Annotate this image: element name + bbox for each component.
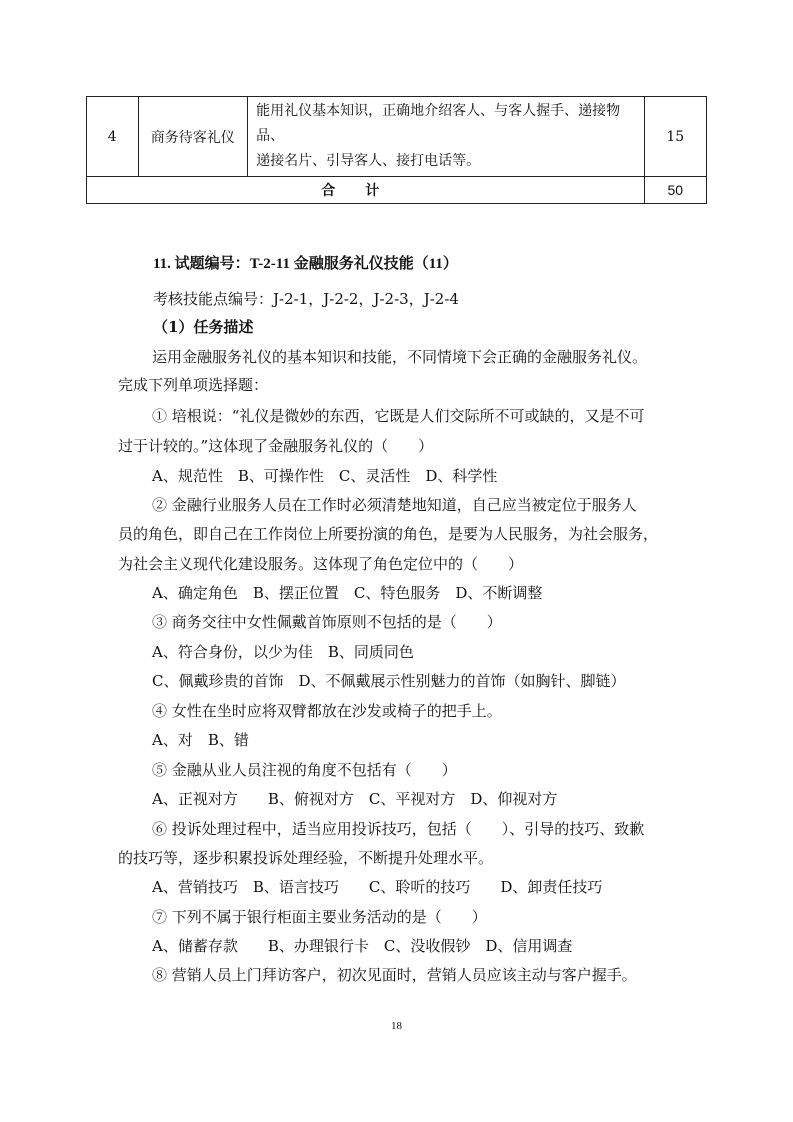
question-2: 为社会主义现代化建设服务。这体现了角色定位中的（ ） (118, 555, 524, 573)
question-6-options: A、营销技巧 B、语言技巧 C、聆听的技巧 D、卸责任技巧 (152, 878, 603, 896)
total-value: 50 (644, 177, 706, 204)
question-6: ⑥ 投诉处理过程中，适当应用投诉技巧，包括（ ）、引导的技巧、致歉 (152, 820, 645, 838)
row-score: 15 (644, 97, 706, 177)
description-line: 能用礼仪基本知识，正确地介绍客人、与客人握手、递接物品、 (256, 103, 621, 144)
question-1-options: A、规范性 B、可操作性 C、灵活性 D、科学性 (152, 467, 498, 485)
section-title: （1）任务描述 (153, 318, 254, 336)
intro-text: 完成下列单项选择题： (118, 376, 269, 394)
total-label: 合计 (87, 177, 645, 204)
total-row (87, 177, 707, 204)
question-6: 的技巧等，逐步积累投诉处理经验，不断提升处理水平。 (118, 849, 494, 867)
question-1: ① 培根说：“礼仪是微妙的东西，它既是人们交际所不可或缺的，又是不可 (152, 407, 645, 425)
row-description (248, 97, 644, 177)
score-table (86, 96, 707, 204)
question-3-options: A、符合身份，以少为佳 B、同质同色 (152, 643, 414, 661)
intro-text: 运用金融服务礼仪的基本知识和技能，不同情境下会正确的金融服务礼仪。 (152, 348, 648, 366)
question-5-options: A、正视对方 B、俯视对方 C、平视对方 D、仰视对方 (152, 790, 558, 808)
table-row (87, 97, 707, 177)
question-3-options: C、佩戴珍贵的首饰 D、不佩戴展示性别魅力的首饰（如胸针、脚链） (152, 672, 626, 690)
question-4-options: A、对 B、错 (152, 731, 249, 749)
question-1: 过于计较的。”这体现了金融服务礼仪的（ ） (118, 437, 434, 455)
question-2: ② 金融行业服务人员在工作时必须清楚地知道，自己应当被定位于服务人 (152, 496, 637, 514)
question-2-options: A、确定角色 B、摆正位置 C、特色服务 D、不断调整 (152, 584, 543, 602)
question-7: ⑦ 下列不属于银行柜面主要业务活动的是（ ） (152, 908, 487, 926)
row-item: 商务待客礼仪 (138, 97, 248, 177)
question-7-options: A、储蓄存款 B、办理银行卡 C、没收假钞 D、信用调查 (152, 937, 573, 955)
row-number: 4 (87, 97, 139, 177)
question-3: ③ 商务交往中女性佩戴首饰原则不包括的是（ ） (152, 613, 502, 631)
question-heading: 11. 试题编号：T-2-11 金融服务礼仪技能（11） (153, 256, 458, 272)
description-line: 递接名片、引导客人、接打电话等。 (256, 153, 481, 169)
question-2: 员的角色，即自己在工作岗位上所要扮演的角色，是要为人民服务，为社会服务， (118, 525, 659, 543)
question-8: ⑧ 营销人员上门拜访客户，初次见面时，营销人员应该主动与客户握手。 (152, 966, 637, 984)
question-4: ④ 女性在坐时应将双臂都放在沙发或椅子的把手上。 (152, 702, 502, 720)
question-5: ⑤ 金融从业人员注视的角度不包括有（ ） (152, 761, 457, 779)
skill-points: 考核技能点编号：J-2-1，J-2-2，J-2-3，J-2-4 (153, 290, 459, 308)
page-number: 18 (391, 1020, 402, 1032)
